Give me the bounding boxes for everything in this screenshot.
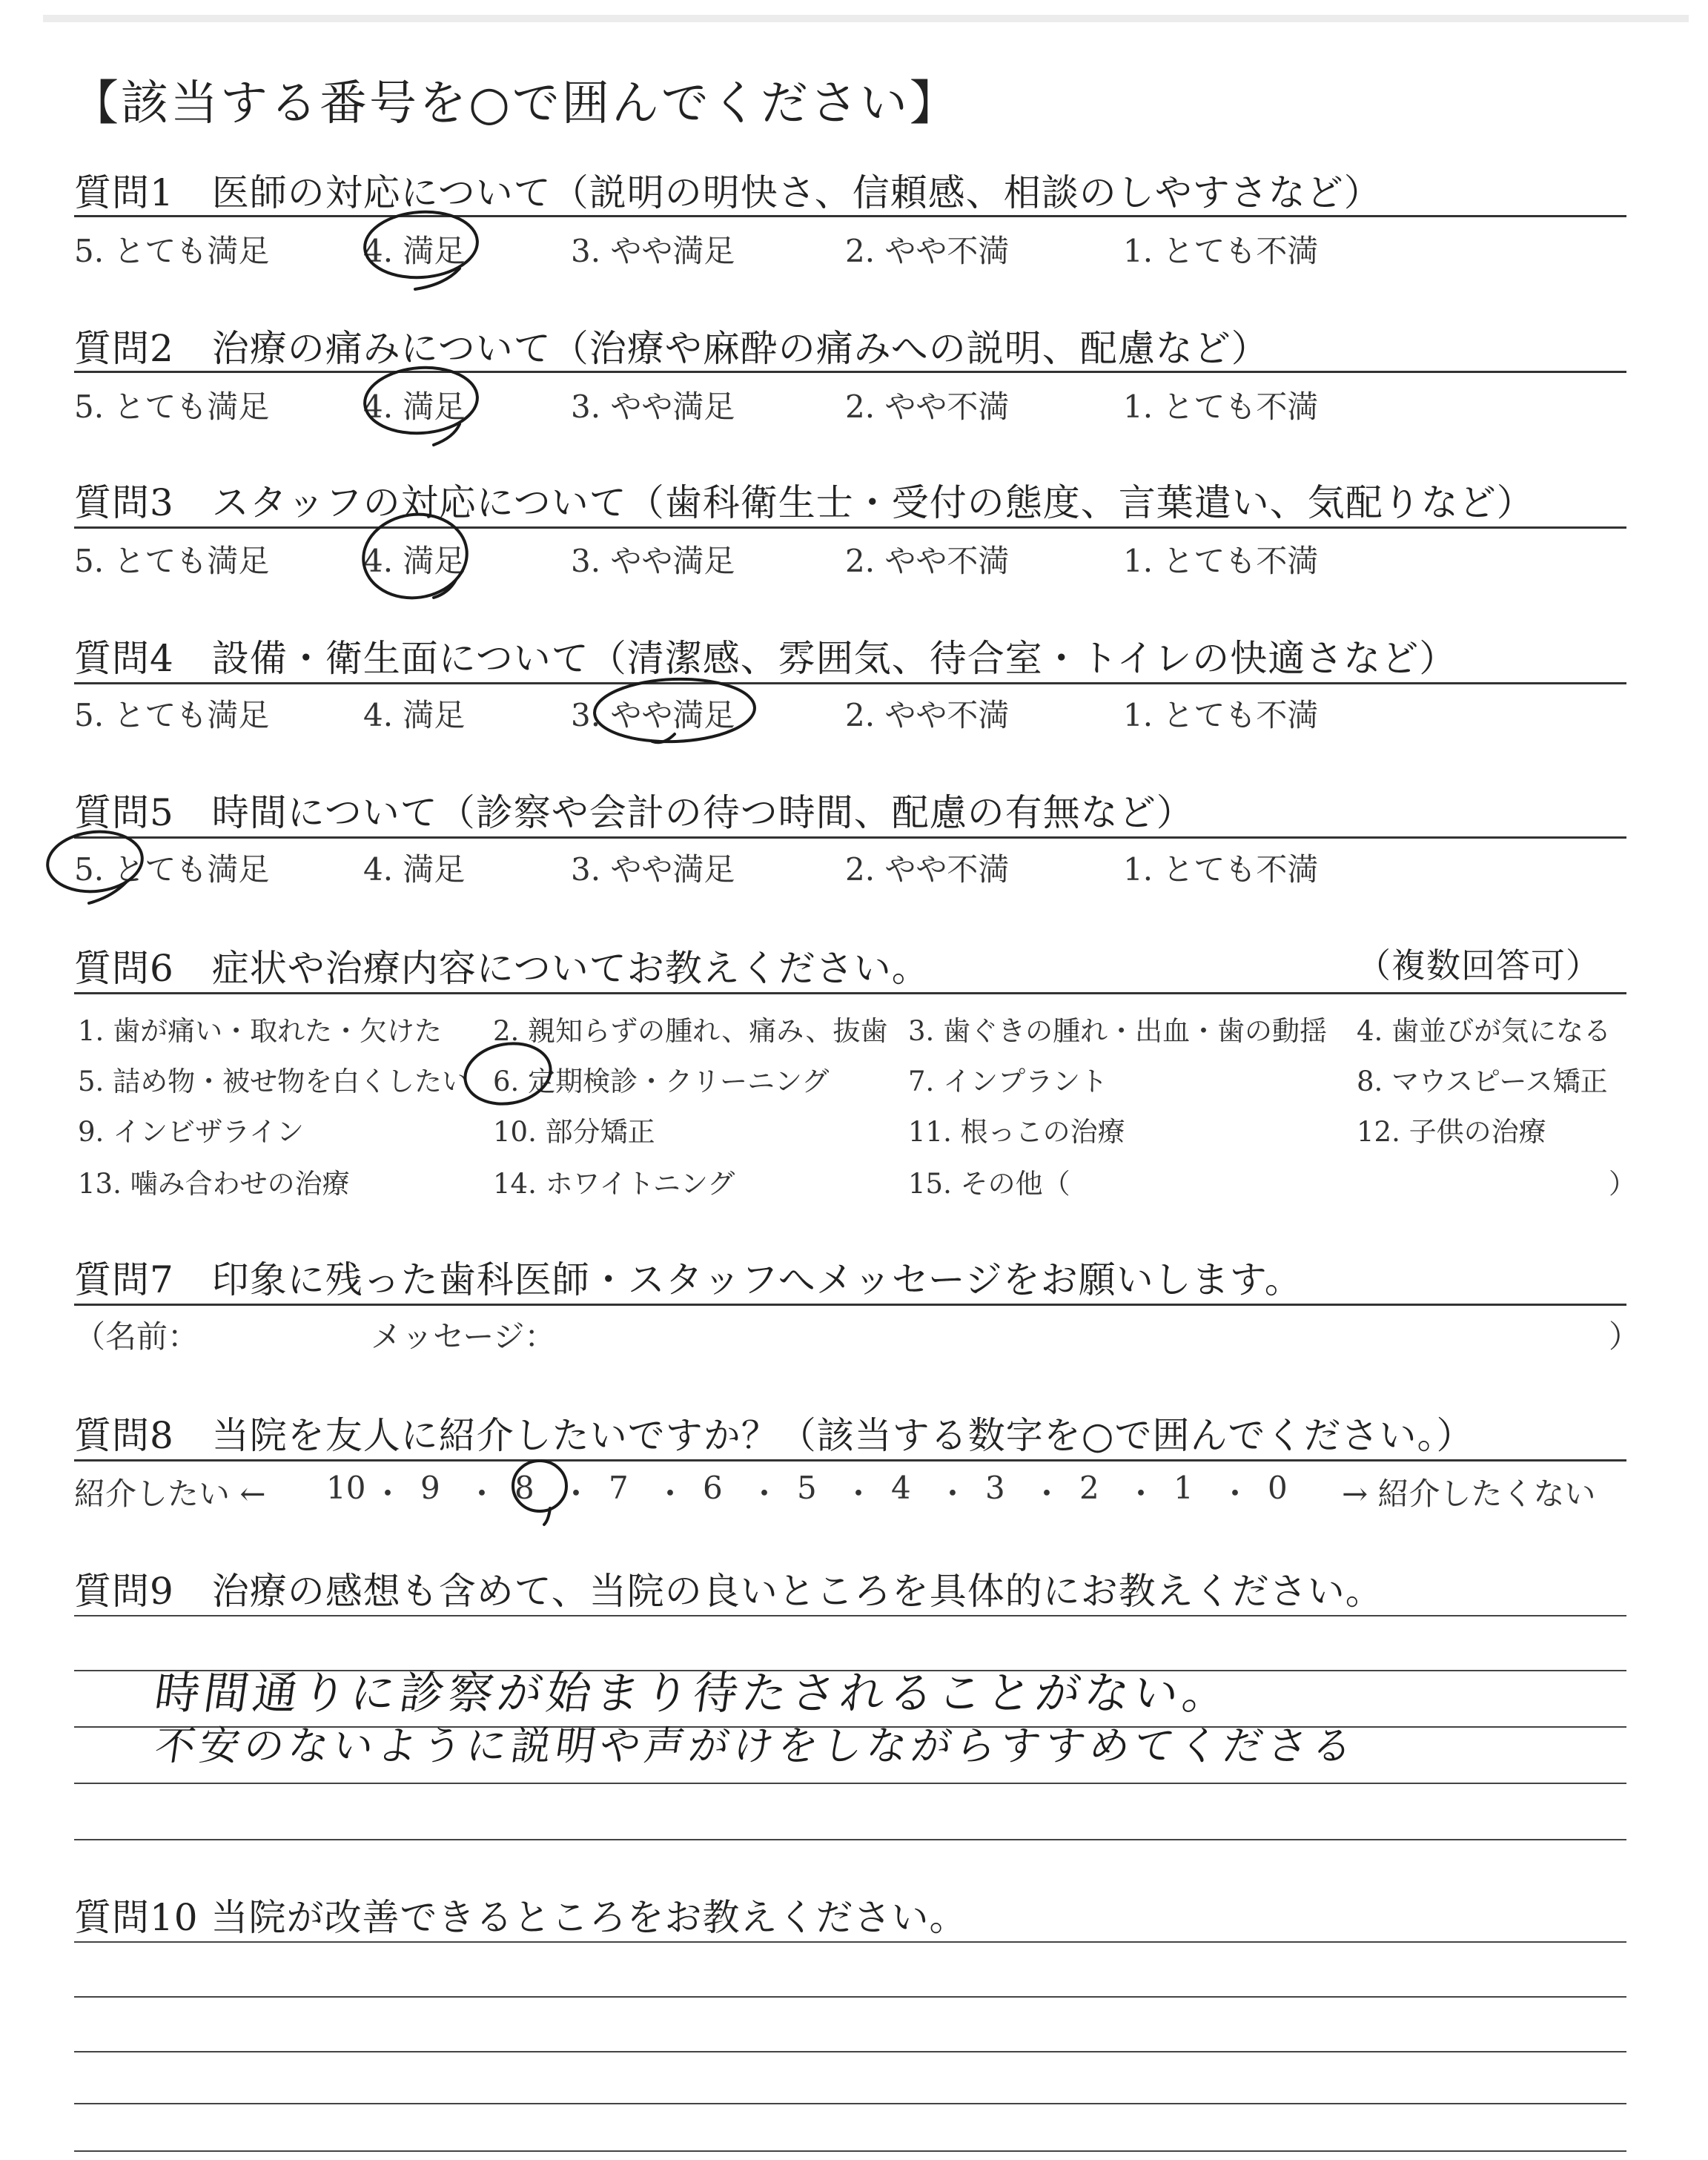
- q10-title: 質問10 当院が改善できるところをお教えください。: [74, 1896, 967, 1939]
- q6-item-13[interactable]: 13. 噛み合わせの治療: [78, 1168, 350, 1200]
- q3-option-1[interactable]: 1. とても不満: [1123, 543, 1319, 579]
- q6-item-5[interactable]: 5. 詰め物・被せ物を白くしたい: [78, 1066, 470, 1097]
- q6-note: （複数回答可）: [1357, 945, 1601, 985]
- q8-scale-separator: ・: [1125, 1476, 1157, 1512]
- q3-option-2[interactable]: 2. やや不満: [845, 543, 1010, 579]
- q2-option-4[interactable]: 4. 満足: [363, 389, 466, 425]
- q3-option-3[interactable]: 3. やや満足: [571, 543, 735, 579]
- q9-answer-line-1[interactable]: 時間通りに診察が始まり待たされることがない。: [151, 1668, 1236, 1720]
- q7-name-label[interactable]: （名前：: [74, 1318, 199, 1355]
- q9-title: 質問9 治療の感想も含めて、当院の良いところを具体的にお教えください。: [74, 1570, 1383, 1613]
- q5-option-3[interactable]: 3. やや満足: [571, 851, 735, 888]
- q1-option-4[interactable]: 4. 満足: [363, 233, 466, 269]
- q3-selection-circle: [358, 508, 472, 604]
- q6-item-6[interactable]: 6. 定期検診・クリーニング: [493, 1066, 830, 1097]
- q2-option-5[interactable]: 5. とても満足: [74, 389, 270, 425]
- q4-option-4[interactable]: 4. 満足: [363, 697, 466, 733]
- q3-title: 質問3 スタッフの対応について（歯科衛生士・受付の態度、言葉遣い、気配りなど）: [74, 481, 1535, 524]
- q4-option-1[interactable]: 1. とても不満: [1123, 697, 1319, 733]
- q6-item-11[interactable]: 11. 根っこの治療: [908, 1116, 1125, 1148]
- q5-selection-circle: [44, 828, 145, 903]
- q8-scale-separator: ・: [466, 1476, 498, 1512]
- q8-scale-9[interactable]: 9: [420, 1470, 440, 1506]
- q9-answer-line-2[interactable]: 不安のないように説明や声がけをしながらすすめてくださる: [152, 1723, 1360, 1769]
- q6-item-10[interactable]: 10. 部分矯正: [493, 1116, 655, 1148]
- q8-scale-separator: ・: [1219, 1476, 1251, 1512]
- q4-option-3[interactable]: 3. やや満足: [571, 697, 735, 733]
- q3-option-5[interactable]: 5. とても満足: [74, 543, 270, 579]
- q8-scale-7[interactable]: 7: [609, 1470, 629, 1506]
- q8-scale-2[interactable]: 2: [1079, 1470, 1099, 1506]
- q6-item-1[interactable]: 1. 歯が痛い・取れた・欠けた: [78, 1015, 443, 1047]
- q6-item-14[interactable]: 14. ホワイトニング: [493, 1168, 735, 1200]
- q8-scale-1[interactable]: 1: [1174, 1470, 1194, 1506]
- form-title: 【該当する番号を○で囲んでください】: [71, 76, 959, 131]
- q6-title: 質問6 症状や治療内容についてお教えください。: [74, 947, 930, 990]
- q8-scale-separator: ・: [937, 1476, 969, 1512]
- q1-title: 質問1 医師の対応について（説明の明快さ、信頼感、相談のしやすさなど）: [74, 171, 1382, 214]
- q8-scale-separator: ・: [749, 1476, 781, 1512]
- q6-item-2[interactable]: 2. 親知らずの腫れ、痛み、抜歯: [493, 1015, 888, 1047]
- q7-title: 質問7 印象に残った歯科医師・スタッフへメッセージをお願いします。: [74, 1258, 1302, 1301]
- q7-message-label[interactable]: メッセージ：: [371, 1318, 556, 1355]
- q8-scale-8[interactable]: 8: [514, 1470, 534, 1506]
- q8-scale-separator: ・: [655, 1476, 686, 1512]
- q6-item-7[interactable]: 7. インプラント: [908, 1066, 1108, 1097]
- q6-item-4[interactable]: 4. 歯並びが気になる: [1357, 1015, 1612, 1047]
- q4-selection-circle: [594, 676, 756, 744]
- q6-other-close-paren: ）: [1609, 1168, 1636, 1200]
- q8-scale-separator: ・: [372, 1476, 404, 1512]
- q8-scale-10[interactable]: 10: [326, 1470, 366, 1506]
- q7-close-paren: ）: [1609, 1318, 1641, 1355]
- q8-scale-4[interactable]: 4: [891, 1470, 911, 1506]
- q1-option-5[interactable]: 5. とても満足: [74, 233, 270, 269]
- q5-option-4[interactable]: 4. 満足: [363, 851, 466, 888]
- q2-option-1[interactable]: 1. とても不満: [1123, 389, 1319, 425]
- q6-item-12[interactable]: 12. 子供の治療: [1357, 1116, 1546, 1148]
- q2-title: 質問2 治療の痛みについて（治療や麻酔の痛みへの説明、配慮など）: [74, 327, 1269, 370]
- q8-scale-0[interactable]: 0: [1268, 1470, 1288, 1506]
- q4-option-2[interactable]: 2. やや不満: [845, 697, 1010, 733]
- q2-option-3[interactable]: 3. やや満足: [571, 389, 735, 425]
- q2-selection-circle: [363, 364, 480, 445]
- q8-selection-circle: [513, 1461, 566, 1525]
- q8-scale-3[interactable]: 3: [985, 1470, 1005, 1506]
- q1-selection-circle: [363, 208, 480, 289]
- q8-scale-5[interactable]: 5: [797, 1470, 817, 1506]
- q8-title: 質問8 当院を友人に紹介したいですか？（該当する数字を○で囲んでください。）: [74, 1414, 1474, 1457]
- q6-selection-circle: [460, 1037, 555, 1111]
- q1-option-3[interactable]: 3. やや満足: [571, 233, 735, 269]
- q8-scale-separator: ・: [1031, 1476, 1063, 1512]
- q6-item-8[interactable]: 8. マウスピース矯正: [1357, 1066, 1608, 1097]
- q4-title: 質問4 設備・衛生面について（清潔感、雰囲気、待合室・トイレの快適さなど）: [74, 637, 1457, 680]
- q6-item-15[interactable]: 15. その他（: [908, 1168, 1070, 1200]
- q1-option-1[interactable]: 1. とても不満: [1123, 233, 1319, 269]
- q8-scale-separator: ・: [560, 1476, 592, 1512]
- q1-option-2[interactable]: 2. やや不満: [845, 233, 1010, 269]
- q5-title: 質問5 時間について（診察や会計の待つ時間、配慮の有無など）: [74, 791, 1194, 834]
- q5-option-5[interactable]: 5. とても満足: [74, 851, 270, 888]
- q4-option-5[interactable]: 5. とても満足: [74, 697, 270, 733]
- q8-scale-separator: ・: [843, 1476, 875, 1512]
- q6-item-3[interactable]: 3. 歯ぐきの腫れ・出血・歯の動揺: [908, 1015, 1328, 1047]
- q5-option-2[interactable]: 2. やや不満: [845, 851, 1010, 888]
- q8-left-label: 紹介したい ←: [74, 1476, 266, 1512]
- q6-item-9[interactable]: 9. インビザライン: [78, 1116, 304, 1148]
- q8-right-label: → 紹介したくない: [1342, 1476, 1596, 1512]
- q3-option-4[interactable]: 4. 満足: [363, 543, 466, 579]
- q8-scale-6[interactable]: 6: [703, 1470, 723, 1506]
- q5-option-1[interactable]: 1. とても不満: [1123, 851, 1319, 888]
- q2-option-2[interactable]: 2. やや不満: [845, 389, 1010, 425]
